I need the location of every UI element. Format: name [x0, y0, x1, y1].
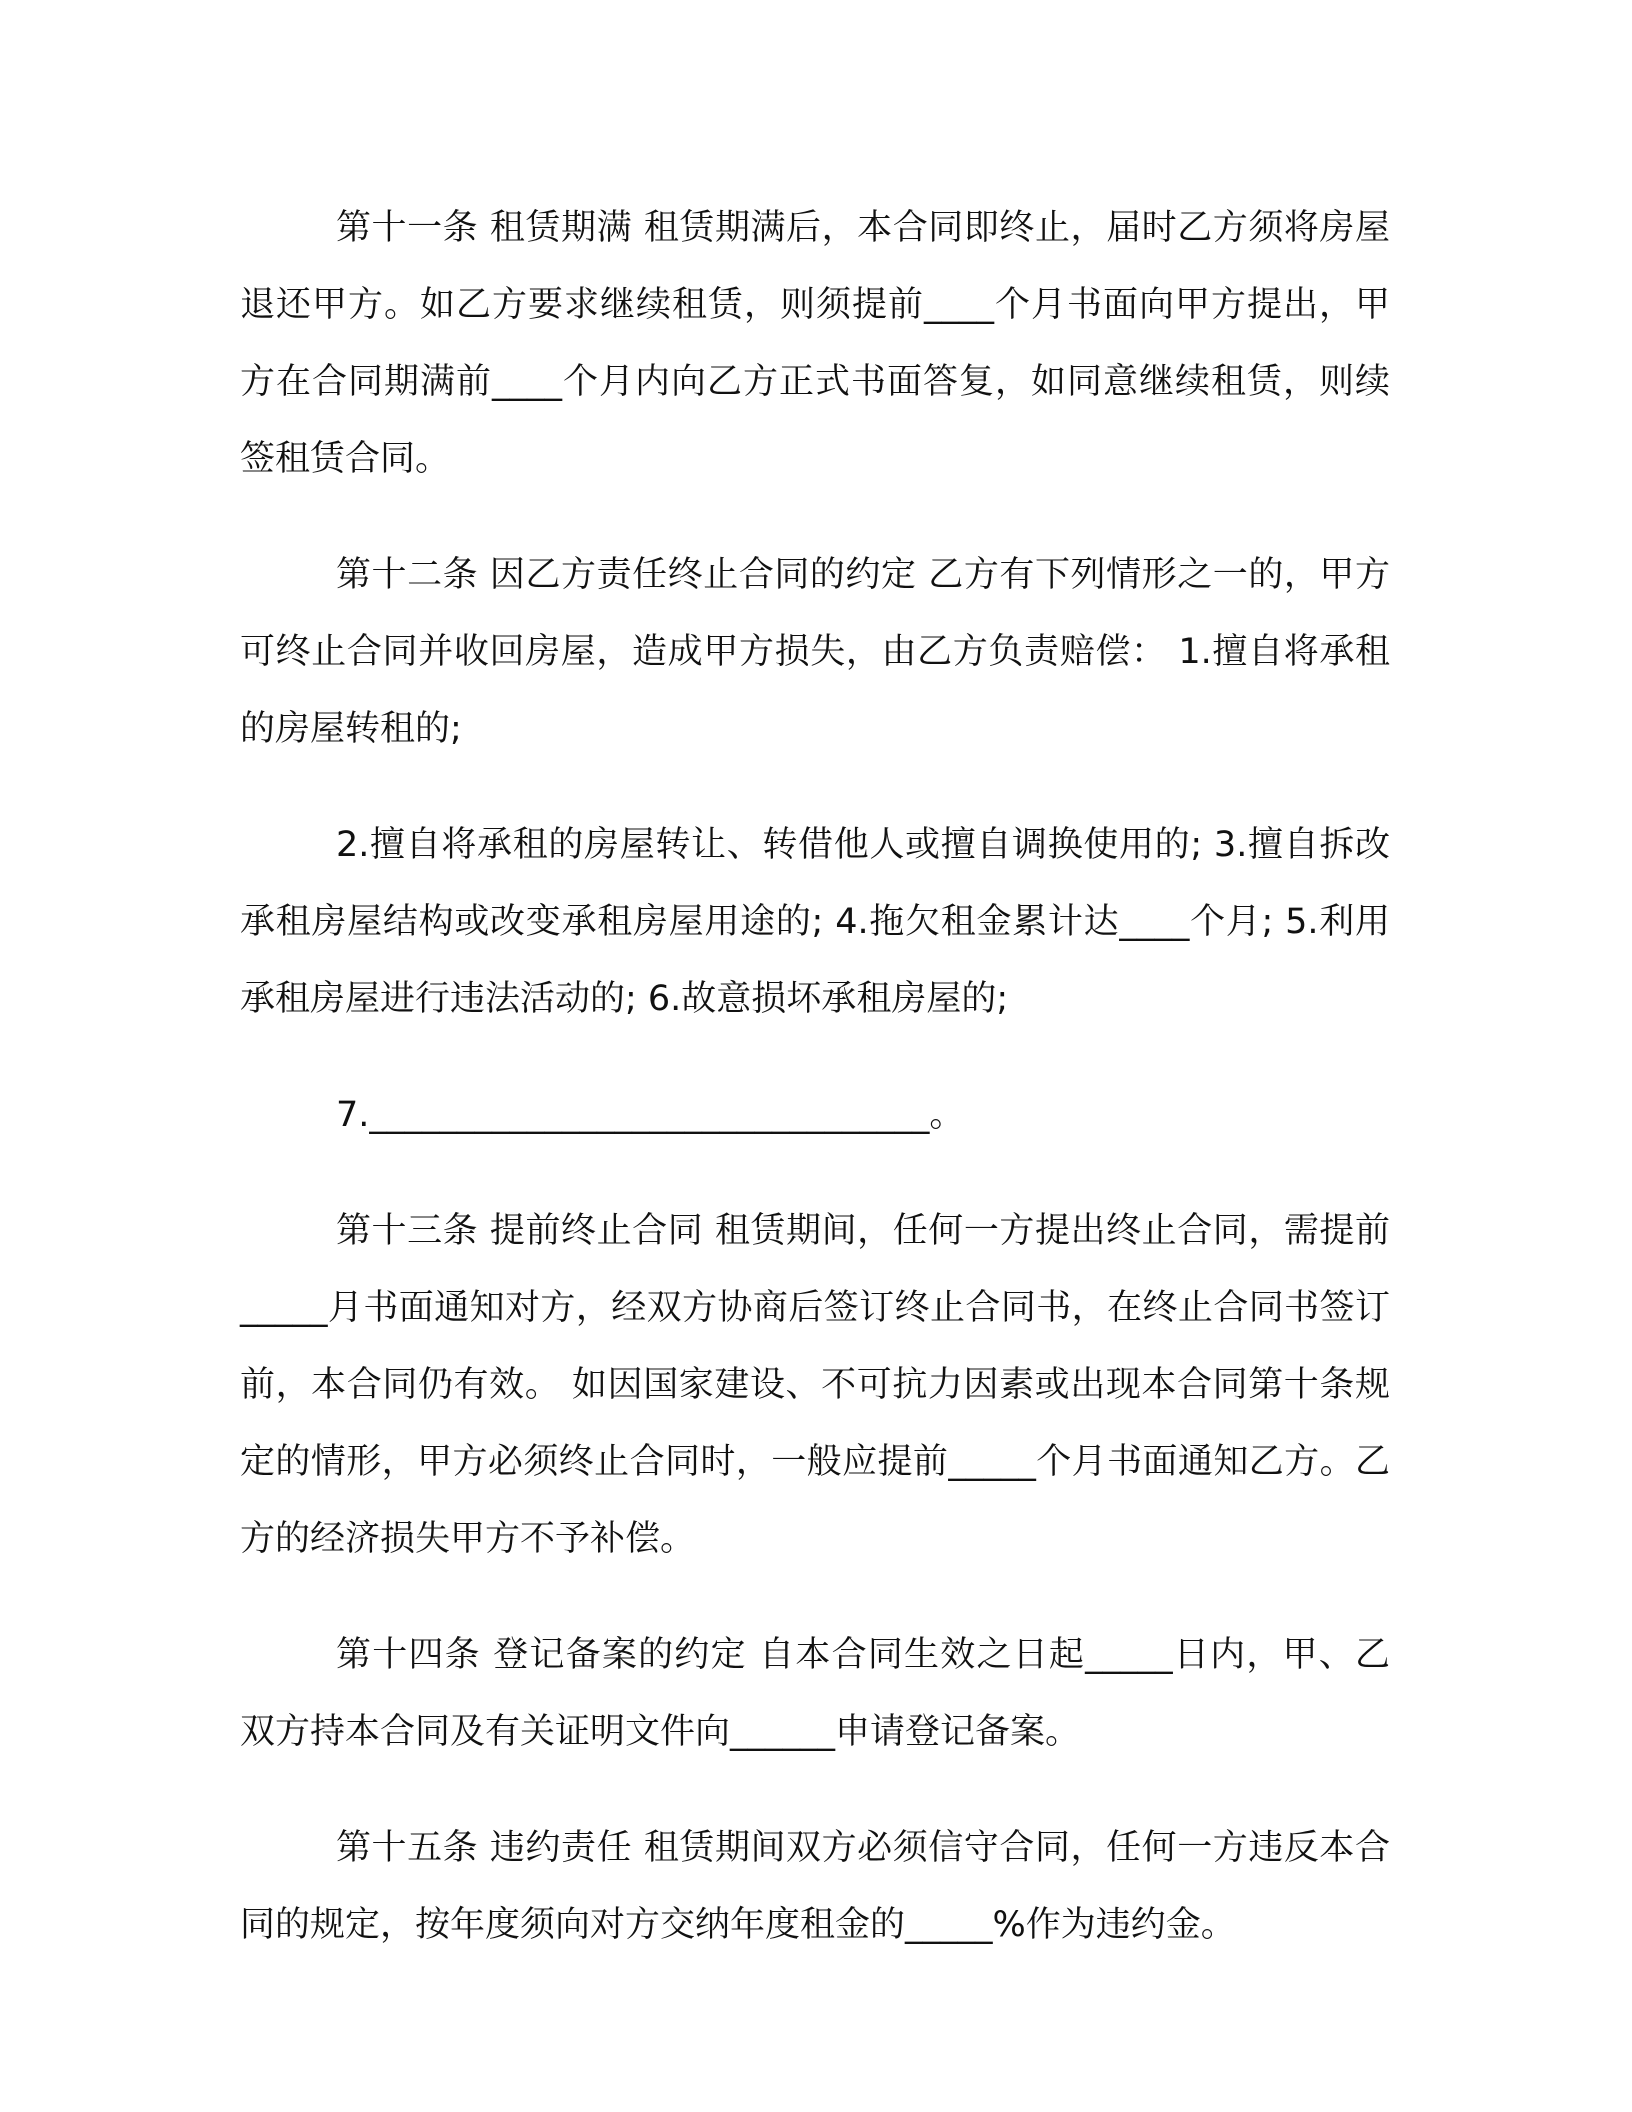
article-12-items-paragraph: 2.擅自将承租的房屋转让、转借他人或擅自调换使用的; 3.擅自拆改承租房屋结构或改变承租房屋用途的; 4.拖欠租金累计达____个月; 5.利用承租房屋进行违法活动的; 6.故意损坏承租房屋的; [240, 825, 1390, 1019]
article-12-paragraph: 第十二条 因乙方责任终止合同的约定 乙方有下列情形之一的，甲方可终止合同并收回房屋，造成甲方损失，由乙方负责赔偿： 1.擅自将承租的房屋转租的; [240, 555, 1390, 749]
article-12-item-7-paragraph: 7.________________________________。 [336, 1095, 965, 1135]
document-page [240, 190, 1390, 2003]
article-14-paragraph: 第十四条 登记备案的约定 自本合同生效之日起_____日内，甲、乙双方持本合同及有关证明文件向______申请登记备案。 [240, 1635, 1390, 1752]
article-13-paragraph: 第十三条 提前终止合同 租赁期间，任何一方提出终止合同，需提前_____月书面通知对方，经双方协商后签订终止合同书，在终止合同书签订前，本合同仍有效。 如因国家建设、不可抗力因素或出现本合同第十条规定的情形，甲方必须终止合同时，一般应提前_____个月书面通知乙方。乙方的经济损失甲方不予补偿。 [240, 1211, 1390, 1559]
article-11-paragraph: 第十一条 租赁期满 租赁期满后，本合同即终止，届时乙方须将房屋退还甲方。如乙方要求继续租赁，则须提前____个月书面向甲方提出，甲方在合同期满前____个月内向乙方正式书面答复，如同意继续租赁，则续签租赁合同。 [240, 208, 1390, 479]
article-15-paragraph: 第十五条 违约责任 租赁期间双方必须信守合同，任何一方违反本合同的规定，按年度须向对方交纳年度租金的_____%作为违约金。 [240, 1828, 1390, 1945]
